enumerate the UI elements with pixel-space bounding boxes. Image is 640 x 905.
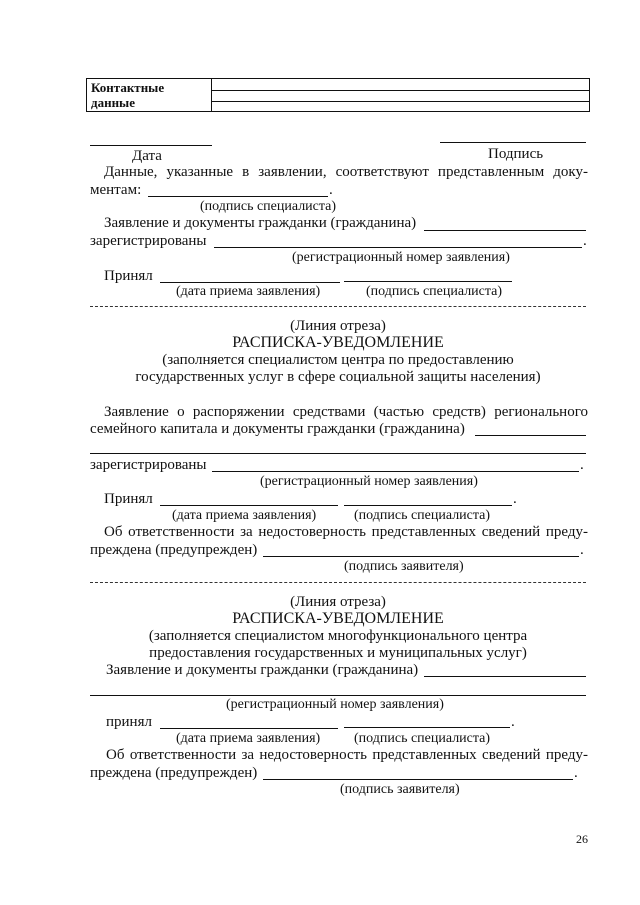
responsibility-text-line2: преждена (предупрежден) xyxy=(90,765,258,781)
accepted-end-dot: . xyxy=(511,714,515,730)
contacts-column-divider xyxy=(211,79,212,111)
verify-caption: (подпись специалиста) xyxy=(200,199,337,214)
registered-label: зарегистрированы xyxy=(90,457,207,473)
receipt-subtitle-line1: (заполняется специалистом центра по предоставлению xyxy=(162,352,514,368)
contacts-table xyxy=(86,78,590,112)
applicant-signature-caption: (подпись заявителя) xyxy=(340,782,460,797)
specialist-signature-line[interactable] xyxy=(344,505,512,506)
acceptance-date-line[interactable] xyxy=(160,728,338,729)
registration-text: Заявление и документы гражданки (гражданина) xyxy=(104,215,417,231)
responsibility-end-dot: . xyxy=(574,765,578,781)
specialist-signature-caption: (подпись специалиста) xyxy=(354,508,491,523)
acceptance-date-caption: (дата приема заявления) xyxy=(172,508,317,523)
registration-number-line[interactable] xyxy=(90,695,586,696)
contacts-label-line2: данные xyxy=(91,95,135,110)
registration-number-caption: (регистрационный номер заявления) xyxy=(226,697,444,712)
responsibility-text-line2: преждена (предупрежден) xyxy=(90,542,258,558)
accepted-label: Принял xyxy=(104,268,153,284)
specialist-signature-caption: (подпись специалиста) xyxy=(366,284,503,299)
cut-line xyxy=(90,306,586,307)
cut-line-caption: (Линия отреза) xyxy=(290,318,386,334)
receipt-body-line1: Заявление и документы гражданки (гражданина) xyxy=(106,662,419,678)
registered-end-dot: . xyxy=(580,457,584,473)
specialist-signature-line[interactable] xyxy=(344,727,510,728)
signature-caption: Подпись xyxy=(488,146,544,162)
registration-number-caption: (регистрационный номер заявления) xyxy=(260,474,478,489)
responsibility-text-line1: Об ответственности за недостоверность представленных сведений преду- xyxy=(106,747,588,763)
receipt-body-line1: Заявление о распоряжении средствами (частью средств) регионального xyxy=(104,404,588,420)
applicant-name-line[interactable] xyxy=(475,435,586,436)
receipt-title: РАСПИСКА-УВЕДОМЛЕНИЕ xyxy=(232,610,444,627)
specialist-signature-line[interactable] xyxy=(344,281,512,282)
receipt-subtitle-line2: государственных услуг в сфере социальной защиты населения) xyxy=(135,369,541,385)
date-line[interactable] xyxy=(90,145,212,146)
registration-number-caption: (регистрационный номер заявления) xyxy=(292,250,510,265)
applicant-signature-line[interactable] xyxy=(263,556,579,557)
contacts-label xyxy=(91,80,164,110)
acceptance-date-line[interactable] xyxy=(160,282,340,283)
accepted-end-dot: . xyxy=(513,491,517,507)
receipt-body-line2: семейного капитала и документы гражданки (гражданина) xyxy=(90,421,465,437)
signature-line[interactable] xyxy=(440,142,586,143)
registered-label: зарегистрированы xyxy=(90,233,207,249)
specialist-signature-caption: (подпись специалиста) xyxy=(354,731,491,746)
cut-line xyxy=(90,582,586,583)
applicant-name-line[interactable] xyxy=(424,230,586,231)
receipt-subtitle-line2: предоставления государственных и муниципальных услуг) xyxy=(149,645,527,661)
date-caption: Дата xyxy=(132,148,162,164)
accepted-label: принял xyxy=(106,714,152,730)
page-number: 26 xyxy=(576,832,588,846)
applicant-name-line-continued[interactable] xyxy=(90,453,586,454)
receipt-subtitle-line1: (заполняется специалистом многофункционального центра xyxy=(148,628,528,644)
applicant-name-line[interactable] xyxy=(424,676,586,677)
acceptance-date-caption: (дата приема заявления) xyxy=(176,731,321,746)
verify-text-line1: Данные, указанные в заявлении, соответствуют представленным доку- xyxy=(104,164,588,180)
verify-text-line2: ментам: xyxy=(90,182,142,198)
registration-number-line[interactable] xyxy=(212,471,579,472)
receipt-title: РАСПИСКА-УВЕДОМЛЕНИЕ xyxy=(232,334,444,351)
contacts-row-line xyxy=(211,101,589,102)
cut-line-caption: (Линия отреза) xyxy=(290,594,386,610)
responsibility-text-line1: Об ответственности за недостоверность представленных сведений преду- xyxy=(104,524,588,540)
verify-end-dot: . xyxy=(329,182,333,198)
verify-signature-line[interactable] xyxy=(148,196,328,197)
applicant-signature-line[interactable] xyxy=(263,779,573,780)
acceptance-date-line[interactable] xyxy=(160,505,338,506)
acceptance-date-caption: (дата приема заявления) xyxy=(176,284,321,299)
contacts-label-line1: Контактные xyxy=(91,80,165,95)
applicant-signature-caption: (подпись заявителя) xyxy=(344,559,464,574)
accepted-label: Принял xyxy=(104,491,153,507)
registration-number-line[interactable] xyxy=(214,247,582,248)
registered-end-dot: . xyxy=(583,233,587,249)
contacts-row-line xyxy=(211,90,589,91)
responsibility-end-dot: . xyxy=(580,542,584,558)
